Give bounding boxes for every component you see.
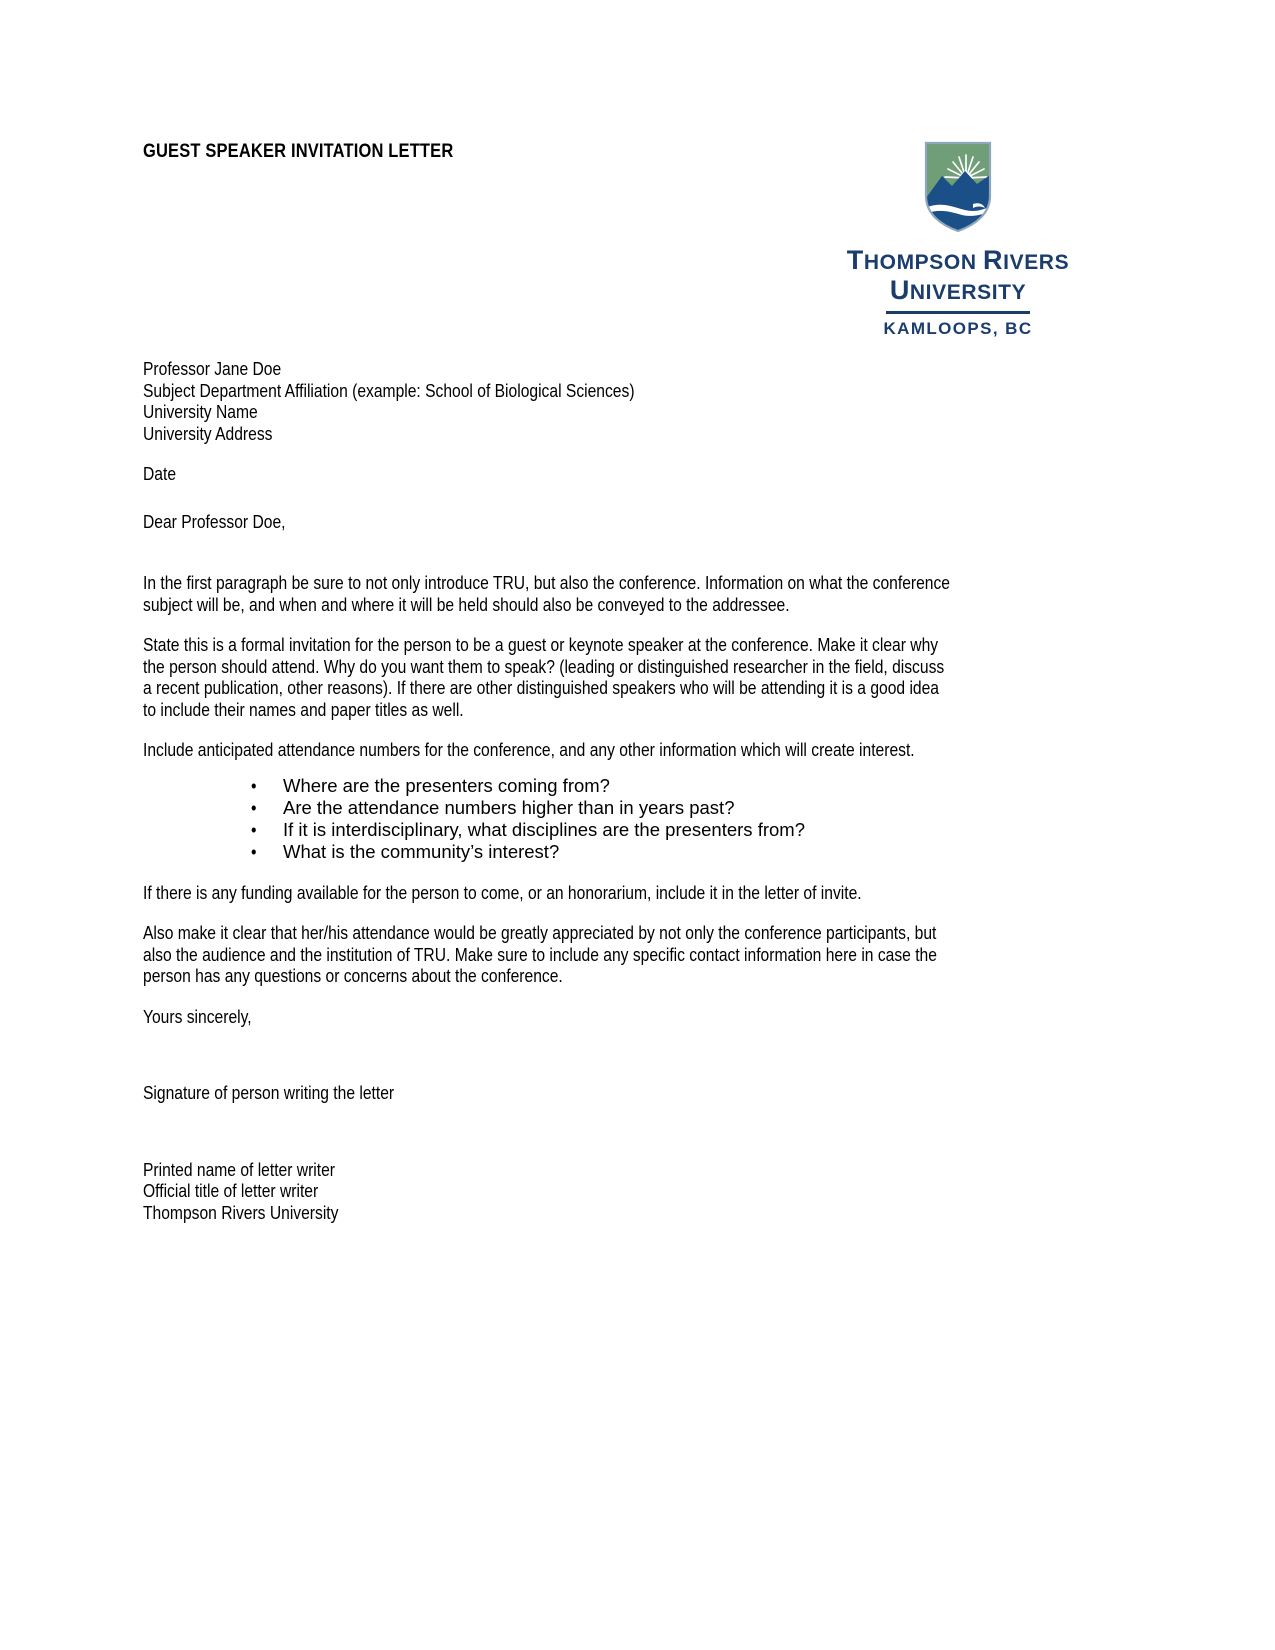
paragraph-1-line-1: In the first paragraph be sure to not only introduce TRU, but also the conference. Information on what the conference [143, 572, 951, 593]
page-title: GUEST SPEAKER INVITATION LETTER [143, 140, 454, 162]
spacer [143, 532, 1078, 572]
list-item-label: If it is interdisciplinary, what disciplines are the presenters from? [283, 818, 805, 840]
paragraph-2 [143, 634, 945, 720]
date-line: Date [143, 463, 177, 484]
spacer [143, 485, 1078, 511]
spacer [143, 615, 1078, 634]
official-title: Official title of letter writer [143, 1180, 319, 1201]
wordmark-l1-cap2: R [983, 245, 1004, 275]
wordmark-line-1 [833, 245, 1083, 275]
recipient-block [143, 358, 933, 444]
institution-name: Thompson Rivers University [143, 1201, 339, 1223]
spacer [143, 444, 1078, 463]
wordmark-divider [886, 311, 1030, 314]
bullet-marker: • [251, 774, 257, 796]
letter-body [143, 358, 1078, 1223]
list-item-label: Where are the presenters coming from? [283, 774, 610, 796]
paragraph-2-line-1: State this is a formal invitation for the person to be a guest or keynote speaker at the conference. Make it clear why [143, 634, 939, 655]
wordmark-l2-rest: NIVERSITY [909, 281, 1027, 305]
wordmark [833, 245, 1083, 305]
wordmark-l2-cap: U [889, 275, 910, 306]
wordmark-l1-rest2: IVERS [1003, 251, 1070, 274]
recipient-line-1: Professor Jane Doe [143, 358, 282, 379]
sign-off: Yours sincerely, [143, 1005, 252, 1027]
paragraph-5-line-2: also the audience and the institution of TRU. Make sure to include any specific contact information here in case the [143, 943, 937, 965]
bullet-marker: • [251, 818, 257, 840]
tru-shield-icon [921, 138, 995, 235]
recipient-line-4: University Address [143, 422, 273, 444]
paragraph-1-line-2: subject will be, and when and where it will be held should also be conveyed to the addressee. [143, 593, 790, 615]
list-item [143, 775, 1078, 797]
signature-placeholder: Signature of person writing the letter [143, 1082, 395, 1103]
list-item [143, 819, 1078, 841]
paragraph-1 [143, 572, 951, 615]
bullet-marker: • [251, 796, 257, 818]
spacer [143, 1104, 1078, 1159]
thompson-rivers-university-logo [833, 138, 1083, 339]
wordmark-l1-cap: T [846, 245, 864, 275]
bullet-marker: • [251, 840, 257, 862]
list-item [143, 797, 1078, 819]
paragraph-5 [143, 922, 937, 987]
list-item-label: What is the community’s interest? [283, 840, 560, 862]
recipient-line-2: Subject Department Affiliation (example: School of Biological Sciences) [143, 379, 635, 401]
question-list [143, 775, 1078, 863]
paragraph-2-line-4: to include their names and paper titles as well. [143, 698, 464, 720]
paragraph-2-line-3: a recent publication, other reasons). If there are other distinguished speakers who will be attending it is a good idea [143, 677, 940, 698]
wordmark-l1-rest: HOMPSON [863, 251, 984, 274]
paragraph-3: Include anticipated attendance numbers for the conference, and any other information which will create interest. [143, 739, 915, 760]
spacer [143, 863, 1078, 882]
list-item-label: Are the attendance numbers higher than in years past? [283, 796, 735, 818]
spacer [143, 1027, 1078, 1082]
spacer [143, 987, 1078, 1006]
signature-block [143, 1159, 933, 1224]
paragraph-5-line-3: person has any questions or concerns about the conference. [143, 965, 563, 986]
recipient-line-3: University Name [143, 401, 258, 422]
spacer [143, 903, 1078, 922]
list-item [143, 841, 1078, 863]
paragraph-4: If there is any funding available for the person to come, or an honorarium, include it in the letter of invite. [143, 881, 862, 903]
spacer [143, 720, 1078, 739]
paragraph-5-line-1: Also make it clear that her/his attendance would be greatly appreciated by not only the conference participants, but [143, 922, 937, 943]
salutation: Dear Professor Doe, [143, 510, 286, 532]
printed-name: Printed name of letter writer [143, 1158, 336, 1180]
shield-wrap [833, 138, 1083, 235]
logo-tagline: KAMLOOPS, BC [883, 319, 1033, 339]
paragraph-2-line-2: the person should attend. Why do you want them to speak? (leading or distinguished researcher in the field, discuss [143, 655, 945, 677]
wordmark-line-2 [833, 275, 1083, 305]
